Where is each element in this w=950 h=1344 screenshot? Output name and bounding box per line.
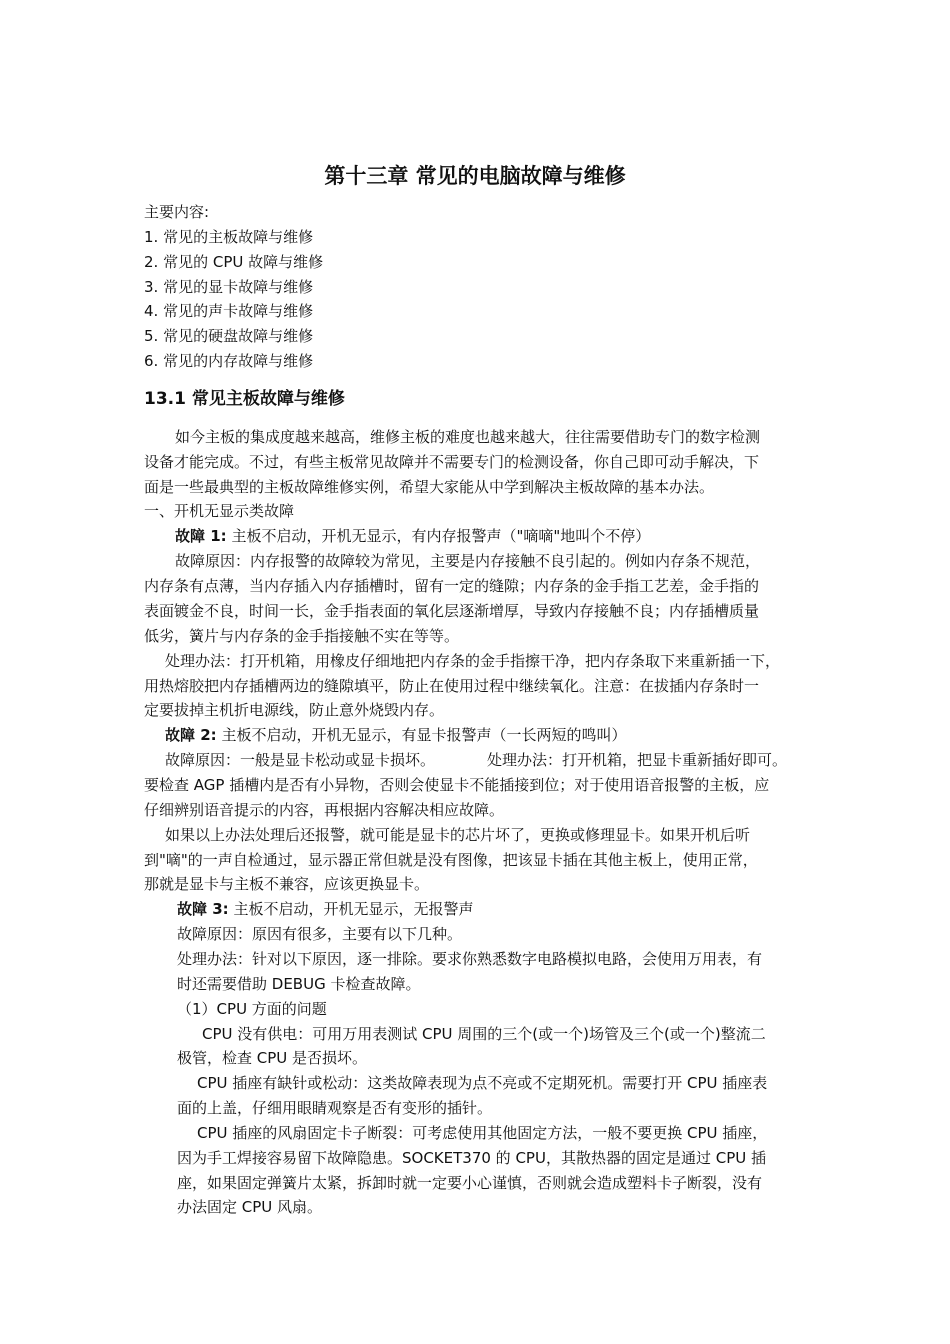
subsection-heading: 一、开机无显示类故障 <box>144 502 295 520</box>
toc-item: 5. 常见的硬盘故障与维修 <box>144 327 314 345</box>
intro-line: 设备才能完成。不过，有些主板常见故障并不需要专门的检测设备，你自己即可动手解决，下 <box>144 453 760 471</box>
fault2-fix: 处理办法：打开机箱，把显卡重新插好即可。 <box>487 751 788 769</box>
fault2-line <box>165 725 626 745</box>
cpu-power-line: CPU 没有供电：可用万用表测试 CPU 周围的三个(或一个)场管及三个(或一个)整流二 <box>202 1025 766 1043</box>
cpu-power-line: 极管，检查 CPU 是否损坏。 <box>177 1049 368 1067</box>
fault1-line <box>175 526 650 546</box>
cpu-clip-line: 座，如果固定弹簧片太紧，拆卸时就一定要小心谨慎，否则就会造成塑料卡子断裂，没有 <box>177 1174 763 1192</box>
cpu-clip-line: CPU 插座的风扇固定卡子断裂：可考虑使用其他固定方法，一般不要更换 CPU 插座， <box>197 1124 768 1142</box>
toc-item: 6. 常见的内存故障与维修 <box>144 352 314 370</box>
fault1-fix-line: 用热熔胶把内存插槽两边的缝隙填平，防止在使用过程中继续氧化。注意：在拔插内存条时一 <box>144 677 760 695</box>
fault1-fix-line: 定要拔掉主机折电源线，防止意外烧毁内存。 <box>144 701 445 719</box>
toc-item: 1. 常见的主板故障与维修 <box>144 228 314 246</box>
cpu-clip-line: 办法固定 CPU 风扇。 <box>177 1198 323 1216</box>
fault3-item-title: （1）CPU 方面的问题 <box>177 1000 327 1018</box>
fault1-label: 故障 1: <box>175 527 227 545</box>
fault3-text: 主板不启动，开机无显示，无报警声 <box>228 900 474 918</box>
fault3-fix-line: 处理办法：针对以下原因，逐一排除。要求你熟悉数字电路模拟电路，会使用万用表，有 <box>177 950 763 968</box>
fault2-extra-line: 如果以上办法处理后还报警，就可能是显卡的芯片坏了，更换或修理显卡。如果开机后听 <box>165 826 751 844</box>
intro-line: 面是一些最典型的主板故障维修实例，希望大家能从中学到解决主板故障的基本办法。 <box>144 478 715 496</box>
toc-item: 2. 常见的 CPU 故障与维修 <box>144 253 324 271</box>
fault2-fix-line: 仔细辨别语音提示的内容，再根据内容解决相应故障。 <box>144 801 505 819</box>
fault2-text: 主板不启动，开机无显示，有显卡报警声（一长两短的鸣叫） <box>216 726 627 744</box>
fault2-cause: 故障原因：一般是显卡松动或显卡损坏。 <box>165 751 436 769</box>
fault1-cause-line: 低劣，簧片与内存条的金手指接触不实在等等。 <box>144 627 460 645</box>
cpu-clip-line: 因为手工焊接容易留下故障隐患。SOCKET370 的 CPU，其散热器的固定是通过 CPU 插 <box>177 1149 766 1167</box>
intro-line: 如今主板的集成度越来越高，维修主板的难度也越来越大，往往需要借助专门的数字检测 <box>175 428 761 446</box>
section-heading: 13.1 常见主板故障与维修 <box>144 389 345 409</box>
fault1-cause-line: 内存条有点薄，当内存插入内存插槽时，留有一定的缝隙；内存条的金手指工艺差，金手指的 <box>144 577 760 595</box>
cpu-socket-line: 面的上盖，仔细用眼睛观察是否有变形的插针。 <box>177 1099 493 1117</box>
fault3-fix-line: 时还需要借助 DEBUG 卡检查故障。 <box>177 975 421 993</box>
fault3-line <box>177 899 473 919</box>
fault2-label: 故障 2: <box>165 726 217 744</box>
chapter-title: 第十三章 常见的电脑故障与维修 <box>324 164 626 188</box>
fault1-cause-line: 故障原因：内存报警的故障较为常见，主要是内存接触不良引起的。例如内存条不规范， <box>175 552 761 570</box>
fault1-fix-line: 处理办法：打开机箱，用橡皮仔细地把内存条的金手指擦干净，把内存条取下来重新插一下， <box>165 652 781 670</box>
toc-item: 4. 常见的声卡故障与维修 <box>144 302 314 320</box>
toc-item: 3. 常见的显卡故障与维修 <box>144 278 314 296</box>
fault2-extra-line: 那就是显卡与主板不兼容，应该更换显卡。 <box>144 875 430 893</box>
fault3-label: 故障 3: <box>177 900 229 918</box>
fault1-cause-line: 表面镀金不良，时间一长，金手指表面的氧化层逐渐增厚，导致内存接触不良；内存插槽质量 <box>144 602 760 620</box>
fault2-fix-line: 要检查 AGP 插槽内是否有小异物，否则会使显卡不能插接到位；对于使用语音报警的主板，应 <box>144 776 770 794</box>
cpu-socket-line: CPU 插座有缺针或松动：这类故障表现为点不亮或不定期死机。需要打开 CPU 插座表 <box>197 1074 768 1092</box>
fault1-text: 主板不启动，开机无显示，有内存报警声（"嘀嘀"地叫个不停） <box>226 527 651 545</box>
main-content-label: 主要内容: <box>144 203 210 221</box>
fault2-extra-line: 到"嘀"的一声自检通过，显示器正常但就是没有图像，把该显卡插在其他主板上，使用正常， <box>144 851 758 869</box>
fault3-cause: 故障原因：原因有很多，主要有以下几种。 <box>177 925 463 943</box>
